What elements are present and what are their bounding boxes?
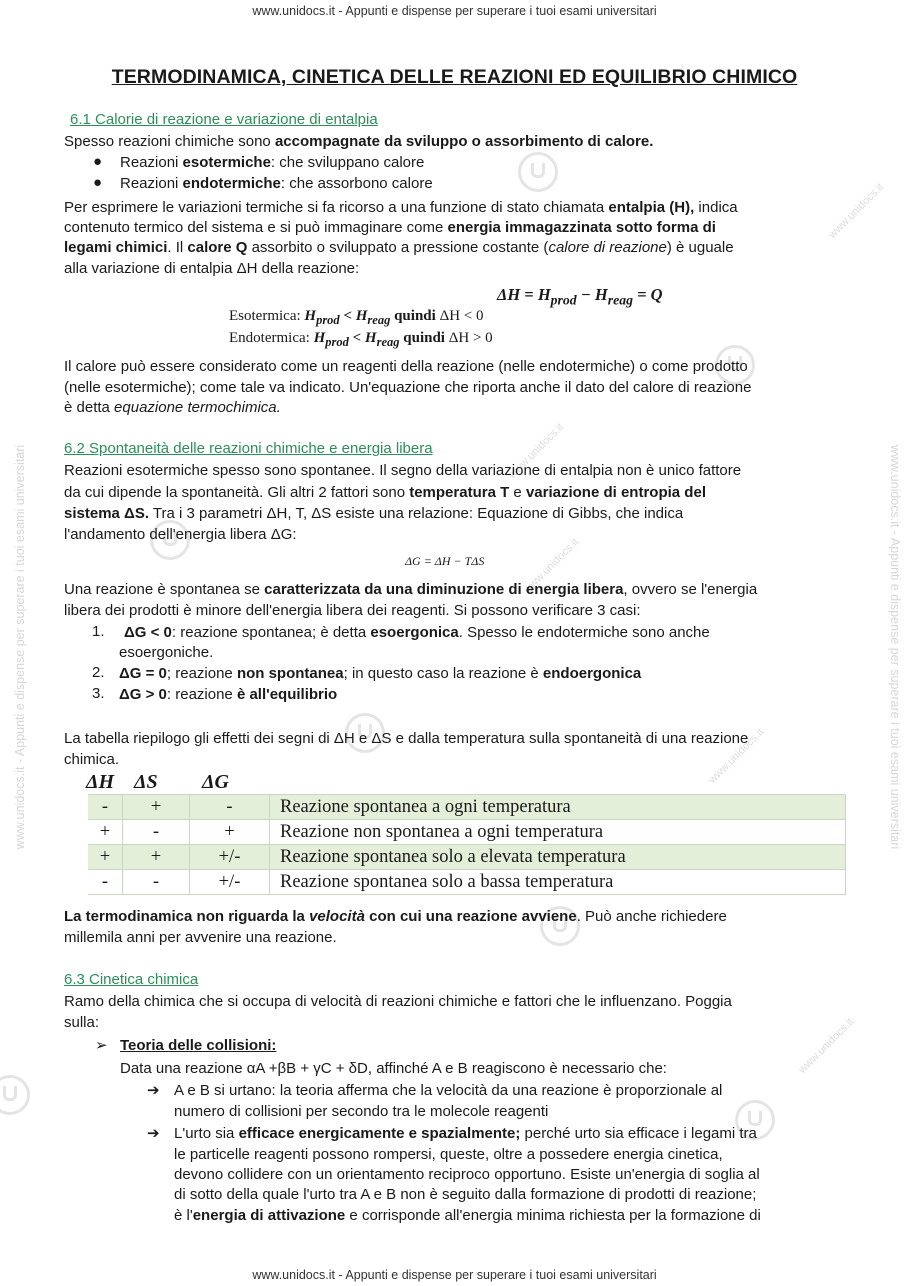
side-watermark-right: www.unidocs.it - Appunti e dispense per superare i tuoi esami universitari [888, 444, 902, 850]
paragraph-line: millemila anni per avvenire una reazione. [64, 929, 337, 946]
table-cell: + [88, 820, 123, 845]
table-row [88, 795, 846, 820]
paragraph-line: (nelle esotermiche); come tale va indicato. Un'equazione che riporta anche il dato del calore di reazione [64, 379, 752, 396]
table-cell: - [190, 795, 270, 820]
ghost-watermark: www.unidocs.it [706, 726, 767, 786]
table-cell: - [123, 820, 190, 845]
list-number: 2. [92, 664, 105, 681]
list-item-continuation: le particelle reagenti possono rompersi, queste, oltre a possedere energia cinetica, [174, 1146, 723, 1163]
arrow-bullet-icon: ➔ [147, 1125, 160, 1142]
table-cell: Reazione non spontanea a ogni temperatura [270, 820, 846, 845]
table-header: ΔG [202, 771, 229, 793]
section-heading-6-2: 6.2 Spontaneità delle reazioni chimiche e energia libera [64, 440, 433, 457]
paragraph-line: Una reazione è spontanea se caratterizzata da una diminuzione di energia libera, ovvero se l'energia [64, 581, 758, 598]
paragraph-line: legami chimici. Il calore Q assorbito o sviluppato a pressione costante (calore di reazione) è uguale [64, 239, 734, 256]
table-cell: + [123, 845, 190, 870]
table-cell: + [88, 845, 123, 870]
table-cell: - [88, 870, 123, 895]
table-cell: + [190, 820, 270, 845]
list-item: ΔG > 0: reazione è all'equilibrio [119, 686, 338, 703]
paragraph-line: da cui dipende la spontaneità. Gli altri 2 fattori sono temperatura T e variazione di entropia del [64, 484, 706, 501]
paragraph-line: Ramo della chimica che si occupa di velocità di reazioni chimiche e fattori che le influenzano. Poggia [64, 993, 732, 1010]
paragraph-line: Reazioni esotermiche spesso sono spontanee. Il segno della variazione di entalpia non è unico fattore [64, 462, 742, 479]
table-cell: Reazione spontanea solo a elevata temperatura [270, 845, 846, 870]
spontaneity-table [88, 794, 846, 895]
paragraph-line: libera dei prodotti è minore dell'energia libera dei reagenti. Si possono verificare 3 casi: [64, 602, 641, 619]
list-item-continuation: di sotto della quale l'urto tra A e B non è seguito dalla formazione di prodotti di reazione; [174, 1186, 757, 1203]
list-item: Reazioni endotermiche: che assorbono calore [120, 175, 433, 192]
document-title: TERMODINAMICA, CINETICA DELLE REAZIONI ED EQUILIBRIO CHIMICO [111, 66, 798, 88]
table-cell: +/- [190, 845, 270, 870]
ghost-watermark: www.unidocs.it [506, 421, 567, 481]
ghost-watermark: www.unidocs.it [521, 536, 582, 596]
paragraph-line: chimica. [64, 751, 120, 768]
paragraph-line: alla variazione di entalpia ΔH della reazione: [64, 260, 360, 277]
enthalpy-formula: $\Delta H = H_{prod} - H_{reag} = Q$ [497, 285, 663, 308]
list-item-continuation: devono collidere con un orientamento reciproco opportuno. Esiste un'energia di soglia al [174, 1166, 760, 1183]
paragraph-line: Il calore può essere considerato come un reagenti della reazione (nelle endotermiche) o come prodotto [64, 358, 748, 375]
arrowhead-bullet-icon: ➢ [95, 1037, 108, 1054]
table-cell: Reazione spontanea solo a bassa temperatura [270, 870, 846, 895]
table-row [88, 820, 846, 845]
paragraph-line: sistema ΔS. Tra i 3 parametri ΔH, T, ΔS esiste una relazione: Equazione di Gibbs, che indica [64, 505, 684, 522]
paragraph-line: è detta equazione termochimica. [64, 399, 281, 416]
paragraph-line: sulla: [64, 1014, 100, 1031]
ghost-watermark: www.unidocs.it [826, 181, 887, 241]
list-number: 1. [92, 623, 105, 640]
side-watermark-left: www.unidocs.it - Appunti e dispense per superare i tuoi esami universitari [13, 444, 27, 850]
paragraph-line: Per esprimere le variazioni termiche si fa ricorso a una funzione di stato chiamata entalpia (H), indica [64, 199, 738, 216]
subheading-collision-theory: Teoria delle collisioni: [120, 1037, 277, 1054]
table-header: ΔH [86, 771, 115, 793]
table-row [88, 870, 846, 895]
paragraph-line: l'andamento dell'energia libera ΔG: [64, 526, 297, 543]
bullet-icon: ● [93, 153, 103, 170]
table-cell: - [88, 795, 123, 820]
arrow-bullet-icon: ➔ [147, 1082, 160, 1099]
paragraph-line: La termodinamica non riguarda la velocità con cui una reazione avviene. Può anche richiedere [64, 908, 727, 925]
page-footer: www.unidocs.it - Appunti e dispense per superare i tuoi esami universitari [252, 1268, 657, 1282]
table-row [88, 845, 846, 870]
table-cell: + [123, 795, 190, 820]
table-cell: Reazione spontanea a ogni temperatura [270, 795, 846, 820]
table-cell: +/- [190, 870, 270, 895]
page-header: www.unidocs.it - Appunti e dispense per superare i tuoi esami universitari [252, 4, 657, 18]
section-heading-6-3: 6.3 Cinetica chimica [64, 971, 199, 988]
list-item-continuation: numero di collisioni per secondo tra le molecole reagenti [174, 1103, 549, 1120]
table-cell: - [123, 870, 190, 895]
paragraph-line: Spesso reazioni chimiche sono accompagnate da sviluppo o assorbimento di calore. [64, 133, 654, 150]
list-item: L'urto sia efficace energicamente e spazialmente; perché urto sia efficace i legami tra [174, 1125, 757, 1142]
list-item: ΔG < 0: reazione spontanea; è detta esoergonica. Spesso le endotermiche sono anche [124, 624, 710, 641]
ghost-watermark: www.unidocs.it [796, 1016, 857, 1076]
paragraph-line: contenuto termico del sistema e si può immaginare come energia immagazzinata sotto forma di [64, 219, 716, 236]
section-heading-6-1: 6.1 Calorie di reazione e variazione di entalpia [70, 111, 378, 128]
exothermic-formula: Esotermica: $H_{prod} < H_{reag}$ quindi ΔH < 0 [229, 308, 484, 327]
list-item-continuation: esoergoniche. [119, 644, 214, 661]
list-item: ΔG = 0; reazione non spontanea; in questo caso la reazione è endoergonica [119, 665, 642, 682]
endothermic-formula: Endotermica: $H_{prod} < H_{reag}$ quindi ΔH > 0 [229, 330, 493, 349]
list-item: A e B si urtano: la teoria afferma che la velocità da una reazione è proporzionale al [174, 1082, 723, 1099]
paragraph-line: La tabella riepilogo gli effetti dei segni di ΔH e ΔS e dalla temperatura sulla spontaneità di una reazione [64, 730, 749, 747]
watermark-logo-icon [0, 1075, 30, 1115]
bullet-icon: ● [93, 174, 103, 191]
list-item-continuation: è l'energia di attivazione e corrisponde all'energia minima richiesta per la formazione di [174, 1207, 761, 1224]
list-item: Reazioni esotermiche: che sviluppano calore [120, 154, 425, 171]
table-header: ΔS [134, 771, 158, 793]
list-number: 3. [92, 685, 105, 702]
gibbs-equation: ΔG = ΔH − TΔS [405, 554, 485, 568]
paragraph-line: Data una reazione αA +βB + γC + δD, affinché A e B reagiscono è necessario che: [120, 1060, 667, 1077]
